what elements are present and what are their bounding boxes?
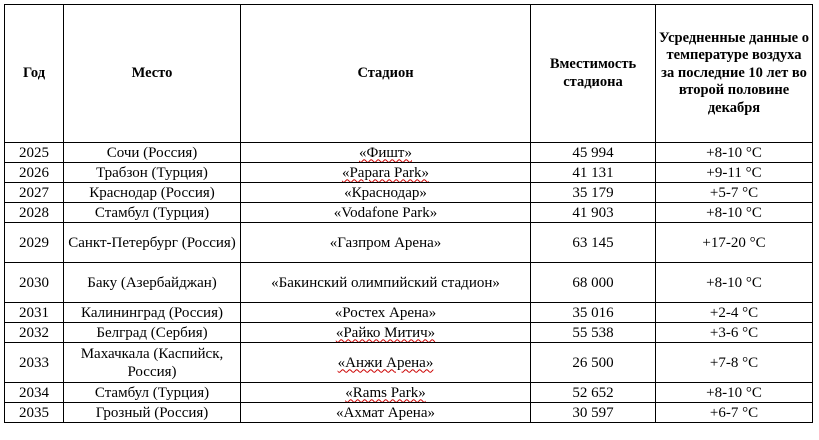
header-row: [5, 5, 813, 143]
cell-place: Санкт-Петербург (Россия): [64, 223, 241, 263]
header-capacity: Вместимость стадиона: [531, 5, 656, 143]
stadium-name: «Фишт»: [359, 144, 412, 161]
cell-year: 2029: [5, 223, 64, 263]
stadium-name: «Papara Park»: [341, 164, 430, 181]
cell-temperature: +8-10 °С: [656, 203, 813, 223]
cell-year: 2025: [5, 143, 64, 163]
cell-place: Краснодар (Россия): [64, 183, 241, 203]
header-stadium: Стадион: [241, 5, 531, 143]
table-row: [5, 263, 813, 303]
cell-place: Стамбул (Турция): [64, 203, 241, 223]
cell-year: 2035: [5, 403, 64, 423]
cell-temperature: +8-10 °С: [656, 143, 813, 163]
cell-temperature: +17-20 °С: [656, 223, 813, 263]
stadium-name: «Райко Митич»: [335, 324, 436, 341]
cell-stadium: «Газпром Арена»: [241, 223, 531, 263]
cell-temperature: +3-6 °С: [656, 323, 813, 343]
table-row: [5, 163, 813, 183]
cell-year: 2026: [5, 163, 64, 183]
table-row: [5, 203, 813, 223]
table-body: [5, 143, 813, 423]
table-row: [5, 323, 813, 343]
cell-place: Калининград (Россия): [64, 303, 241, 323]
cell-capacity: 41 131: [531, 163, 656, 183]
cell-stadium: «Ростех Арена»: [241, 303, 531, 323]
cell-place: Баку (Азербайджан): [64, 263, 241, 303]
cell-year: 2032: [5, 323, 64, 343]
cell-capacity: 35 016: [531, 303, 656, 323]
table-row: [5, 303, 813, 323]
cell-temperature: +5-7 °С: [656, 183, 813, 203]
header-temperature: Усредненные данные о температуре воздуха за последние 10 лет во второй половине декабря: [656, 5, 813, 143]
table-header: [5, 5, 813, 143]
cell-place: Грозный (Россия): [64, 403, 241, 423]
stadium-name: «Rams Park»: [345, 384, 426, 401]
cell-temperature: +8-10 °С: [656, 263, 813, 303]
cell-capacity: 68 000: [531, 263, 656, 303]
cell-stadium: «Ахмат Арена»: [241, 403, 531, 423]
cell-year: 2031: [5, 303, 64, 323]
table-row: [5, 223, 813, 263]
cell-stadium: «Краснодар»: [241, 183, 531, 203]
cell-place: Белград (Сербия): [64, 323, 241, 343]
cell-year: 2027: [5, 183, 64, 203]
cell-temperature: +2-4 °С: [656, 303, 813, 323]
stadium-name: «Анжи Арена»: [337, 354, 434, 371]
cell-place: Сочи (Россия): [64, 143, 241, 163]
table-row: [5, 343, 813, 383]
cell-stadium: «Бакинский олимпийский стадион»: [241, 263, 531, 303]
cell-temperature: +8-10 °С: [656, 383, 813, 403]
cell-place: Махачкала (Каспийск, Россия): [64, 343, 241, 383]
cell-capacity: 41 903: [531, 203, 656, 223]
cell-temperature: +9-11 °С: [656, 163, 813, 183]
cell-stadium: «Vodafone Park»: [241, 203, 531, 223]
cell-stadium: [241, 343, 531, 383]
header-place: Место: [64, 5, 241, 143]
stadium-table: [4, 4, 813, 423]
header-year: Год: [5, 5, 64, 143]
table-row: [5, 403, 813, 423]
cell-capacity: 45 994: [531, 143, 656, 163]
table-row: [5, 183, 813, 203]
cell-year: 2028: [5, 203, 64, 223]
cell-temperature: +7-8 °С: [656, 343, 813, 383]
cell-stadium: [241, 383, 531, 403]
cell-year: 2030: [5, 263, 64, 303]
cell-place: Стамбул (Турция): [64, 383, 241, 403]
cell-capacity: 52 652: [531, 383, 656, 403]
cell-capacity: 35 179: [531, 183, 656, 203]
cell-stadium: [241, 163, 531, 183]
table-row: [5, 383, 813, 403]
cell-temperature: +6-7 °С: [656, 403, 813, 423]
cell-place: Трабзон (Турция): [64, 163, 241, 183]
table-row: [5, 143, 813, 163]
cell-capacity: 63 145: [531, 223, 656, 263]
cell-capacity: 30 597: [531, 403, 656, 423]
cell-stadium: [241, 323, 531, 343]
cell-stadium: [241, 143, 531, 163]
cell-year: 2033: [5, 343, 64, 383]
cell-year: 2034: [5, 383, 64, 403]
cell-capacity: 26 500: [531, 343, 656, 383]
cell-capacity: 55 538: [531, 323, 656, 343]
